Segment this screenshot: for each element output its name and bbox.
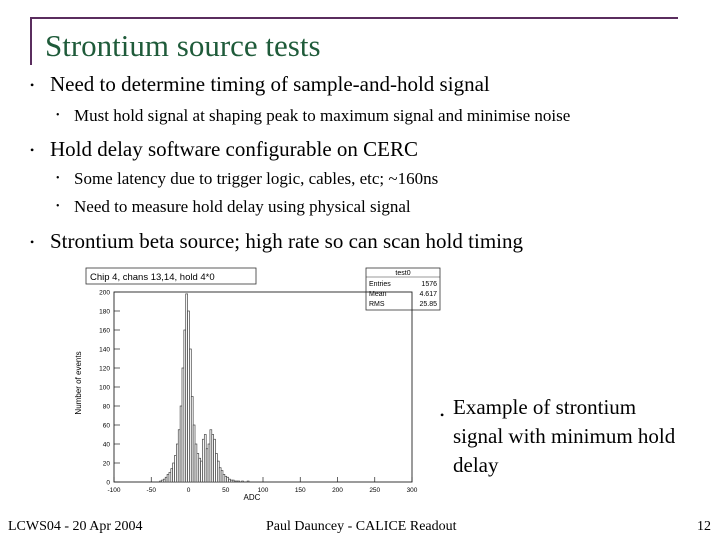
- y-tick-label: 40: [102, 441, 110, 449]
- y-tick-label: 140: [99, 346, 110, 354]
- plot-caption-text: Example of strontium signal with minimum hold delay: [453, 395, 676, 477]
- stats-value-entries: 1576: [421, 281, 437, 288]
- footer-left: LCWS04 - 20 Apr 2004: [8, 519, 143, 534]
- title-rule-top: [30, 17, 678, 19]
- x-tick-label: -50: [146, 487, 156, 494]
- bullet-dot: •: [440, 408, 445, 422]
- stats-label-rms: RMS: [369, 301, 385, 308]
- y-tick-label: 100: [99, 384, 110, 392]
- stats-value-rms: 25.85: [419, 301, 437, 308]
- bullet-2-sub-1-text: Some latency due to trigger logic, cables, etc; ~160ns: [74, 169, 439, 188]
- bullet-2-text: Hold delay software configurable on CERC: [50, 137, 418, 161]
- y-tick-label: 0: [106, 479, 110, 487]
- bullet-dot: •: [56, 173, 60, 184]
- histogram-bar: [247, 481, 249, 482]
- bullet-dot: •: [56, 201, 60, 212]
- x-tick-label: 100: [257, 487, 269, 494]
- bullet-dot: •: [30, 78, 35, 92]
- x-tick-label: 150: [294, 487, 306, 494]
- x-tick-label: 250: [369, 487, 381, 494]
- stats-label-entries: Entries: [369, 281, 391, 288]
- x-tick-label: 0: [186, 487, 191, 494]
- stats-label-mean: Mean: [369, 291, 387, 298]
- bullet-dot: •: [56, 110, 60, 121]
- stats-value-mean: 4.617: [419, 291, 437, 298]
- y-axis-label: Number of events: [74, 351, 83, 415]
- bullet-3-text: Strontium beta source; high rate so can scan hold timing: [50, 229, 523, 253]
- x-tick-label: -100: [107, 487, 121, 494]
- page-number: 12: [697, 519, 711, 534]
- y-tick-label: 200: [99, 289, 110, 297]
- y-tick-label: 120: [99, 365, 110, 373]
- bullet-dot: •: [30, 143, 35, 157]
- stats-name: test0: [395, 270, 411, 277]
- x-tick-label: 50: [222, 487, 230, 494]
- y-tick-label: 20: [102, 460, 110, 468]
- bullet-dot: •: [30, 235, 35, 249]
- x-tick-label: 300: [406, 487, 418, 494]
- y-tick-label: 80: [102, 403, 110, 411]
- histogram-svg: [72, 265, 448, 505]
- plot-title: Chip 4, chans 13,14, hold 4*0: [90, 272, 215, 283]
- bullet-2-sub-2-text: Need to measure hold delay using physical signal: [74, 197, 411, 216]
- histogram-figure: [72, 265, 448, 505]
- histogram-bar: [238, 481, 240, 482]
- x-tick-label: 200: [332, 487, 343, 494]
- title-rule-left: [30, 17, 32, 65]
- y-tick-label: 60: [102, 422, 110, 430]
- slide-title: Strontium source tests: [45, 28, 321, 63]
- bullet-1-text: Need to determine timing of sample-and-hold signal: [50, 72, 490, 96]
- footer-center: Paul Dauncey - CALICE Readout: [266, 519, 457, 534]
- plot-caption: [440, 393, 680, 480]
- y-tick-label: 160: [99, 327, 110, 335]
- x-axis-label: ADC: [243, 493, 261, 502]
- histogram-bar: [242, 481, 244, 482]
- bullet-1-sub-1-text: Must hold signal at shaping peak to maximum signal and minimise noise: [74, 106, 571, 125]
- y-tick-label: 180: [99, 308, 110, 316]
